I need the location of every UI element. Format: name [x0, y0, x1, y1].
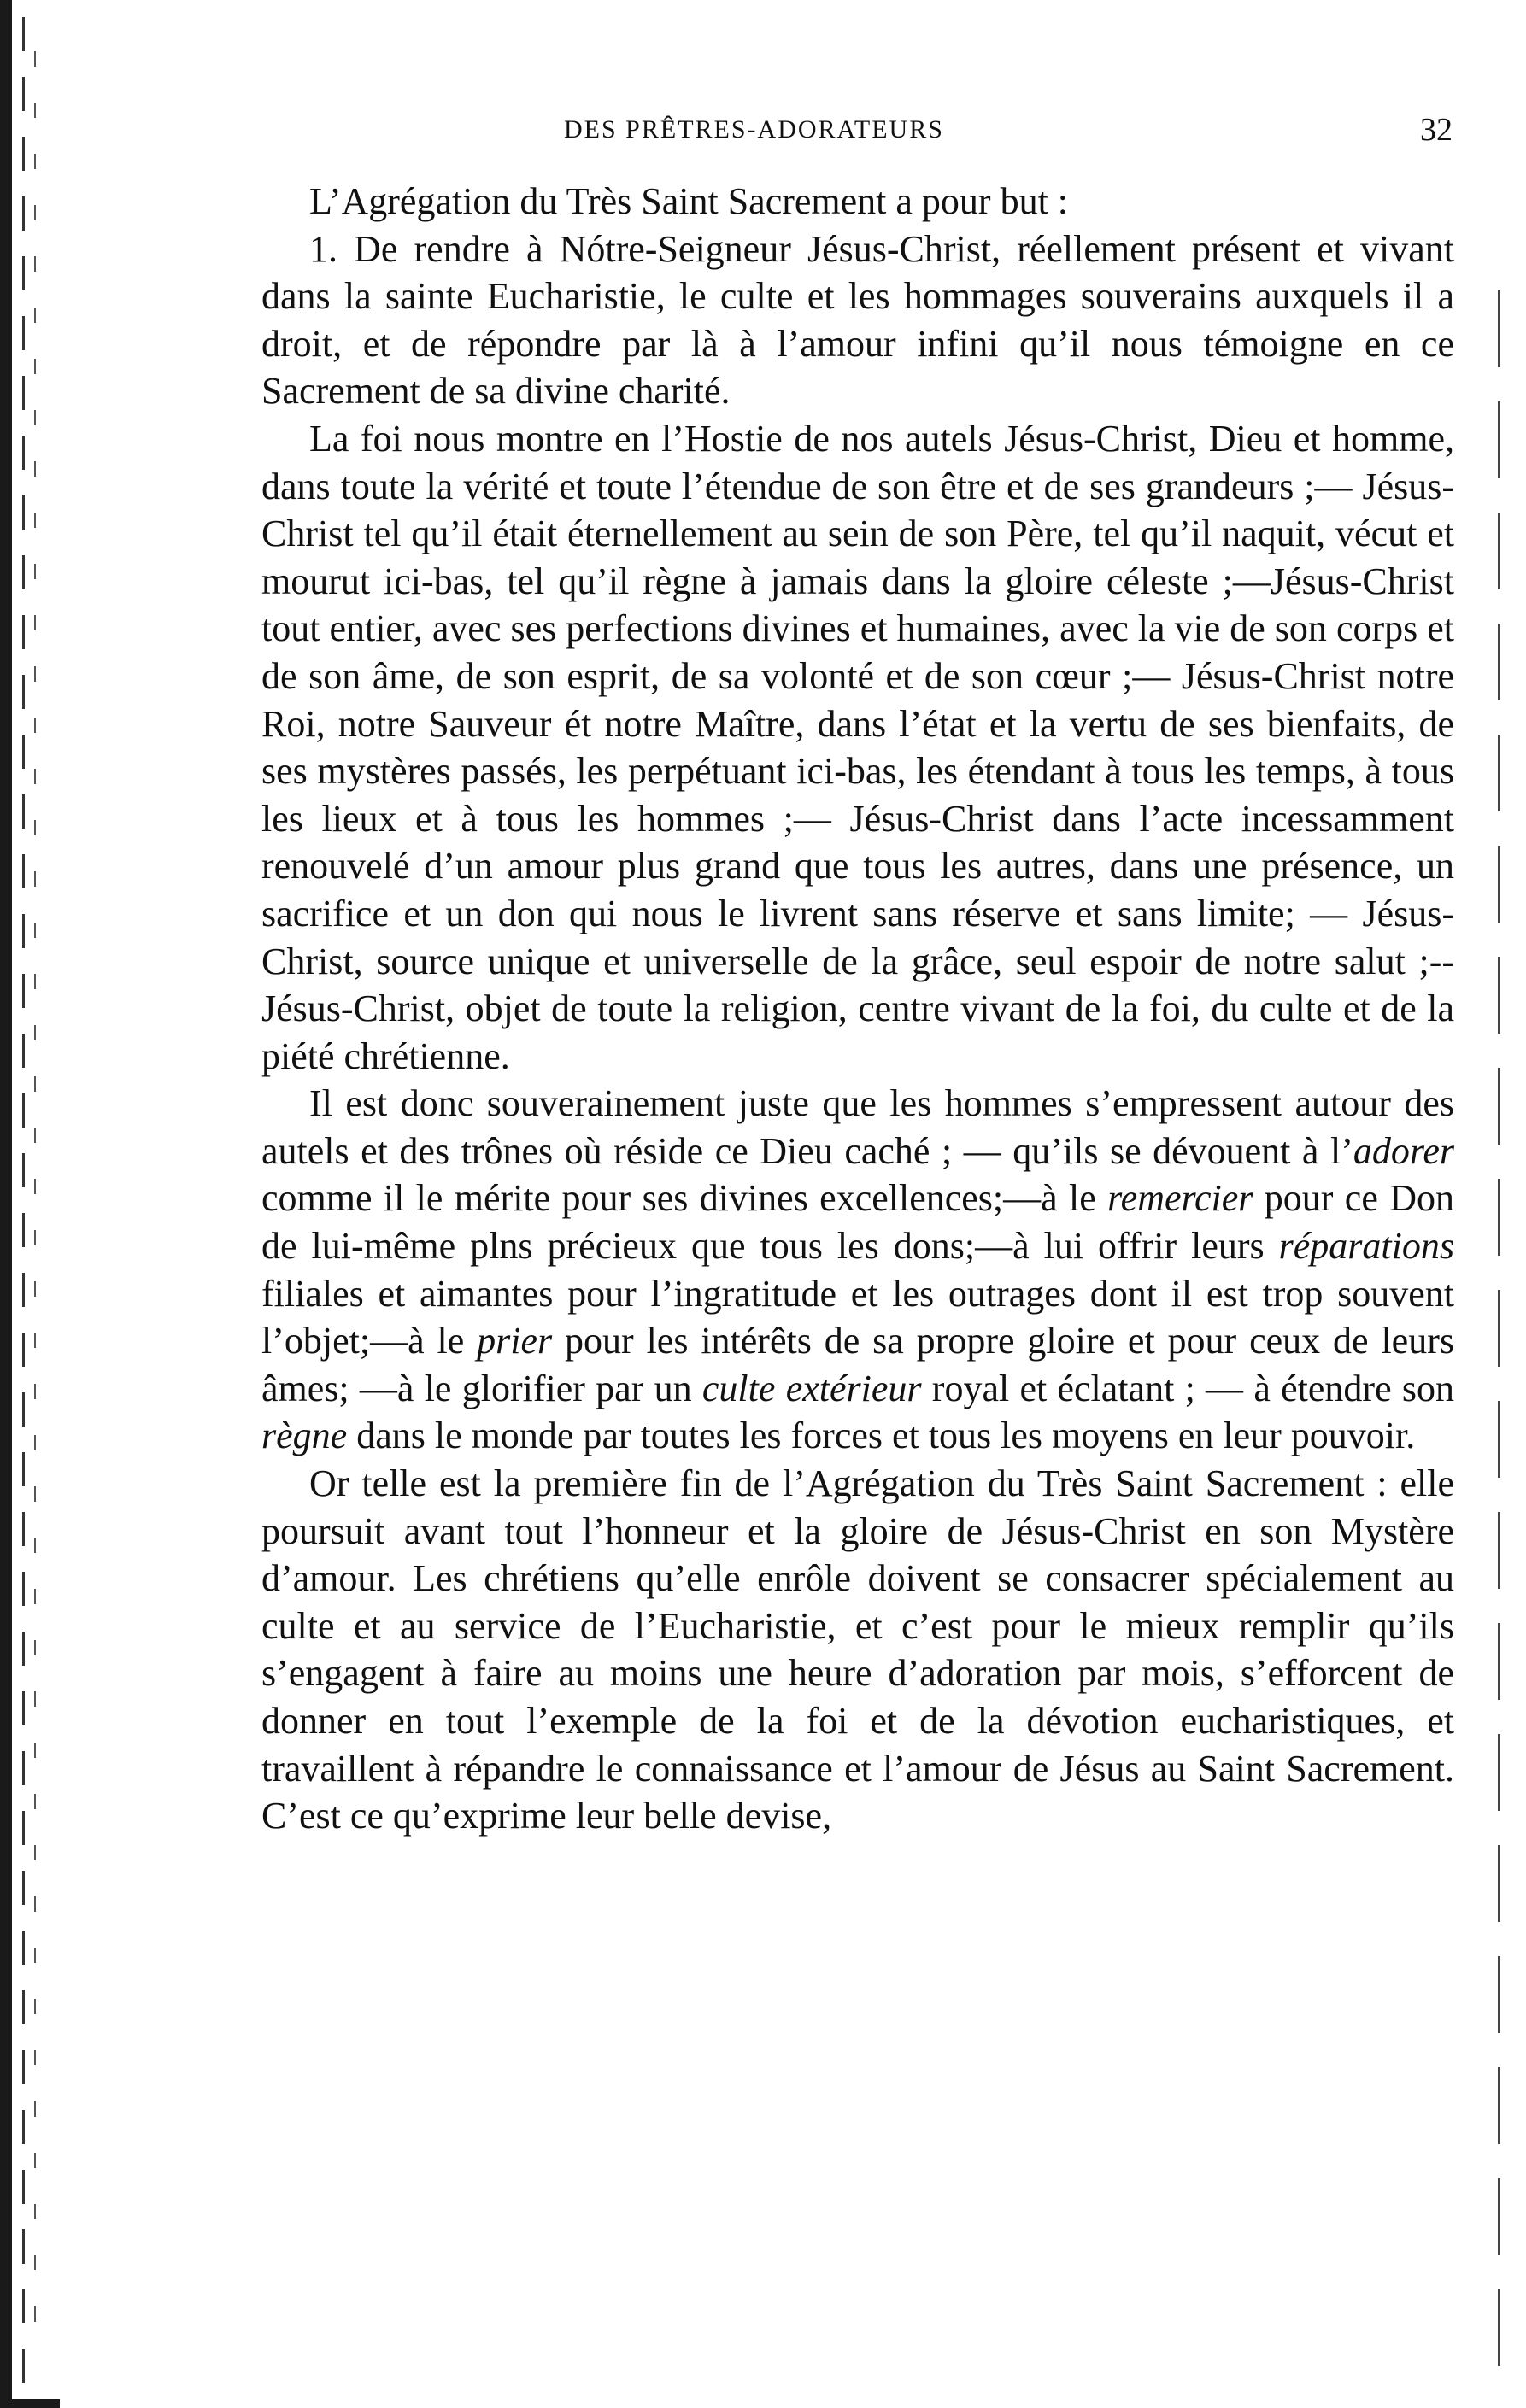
paragraph-duties: [261, 1080, 1454, 1460]
running-head: [256, 113, 1453, 164]
paragraph-duties-text-a: Il est donc souverainement juste que les hommes s’empressent autour des autels et des trônes où réside ce Dieu caché ; — qu’ils se dévouent à l’: [261, 1082, 1454, 1172]
paragraph-point-1: 1. De rendre à Nótre-Seigneur Jésus-Christ, réellement présent et vivant dans la sainte Eucharistie, le culte et les hommages souverains auxquels il a droit, et de répondre par là à l’amour infini qu’il nous témoigne en ce Sacrement de sa divine charité.: [261, 227, 1454, 413]
scan-edge-bottom: [0, 2399, 60, 2408]
emphasis-prier: prier: [477, 1320, 553, 1362]
paragraph-first-end: Or telle est la première fin de l’Agrégation du Très Saint Sacrement : elle poursuit avant tout l’honneur et la gloire de Jésus-Christ en son Mystère d’amour. Les chrétiens qu’elle enrôle doivent se consacrer spécialement au culte et au service de l’Eucharistie, et c’est pour le mieux remplir qu’ils s’engagent à faire au moins une heure d’adoration par mois, s’efforcent de donner en tout l’exemple de la foi et de la dévotion eucharistiques, et travaillent à répandre le connaissance et l’amour de Jésus au Saint Sacrement. C’est ce qu’exprime leur belle devise,: [261, 1462, 1454, 1837]
emphasis-culte-exterieur: culte extérieur: [701, 1367, 922, 1409]
scan-edge-right: [1498, 290, 1500, 2392]
paragraph-faith: La foi nous montre en l’Hostie de nos autels Jésus-Christ, Dieu et homme, dans toute la vérité et toute l’étendue de son être et de ses grandeurs ;— Jésus-Christ tel qu’il était éternellement au sein de son Père, tel qu’il naquit, vécut et mourut ici-bas, tel qu’il règne à jamais dans la gloire céleste ;—Jésus-Christ tout entier, avec ses perfections divines et humaines, avec la vie de son corps et de son âme, de son esprit, de sa volonté et de son cœur ;— Jésus-Christ notre Roi, notre Sauveur ét notre Maître, dans l’état et la vertu de ses bienfaits, de ses mystères passés, les perpétuant ici-bas, les étendant à tous les temps, à tous les lieux et à tous les hommes ;— Jésus-Christ dans l’acte incessamment renouvelé d’un amour plus grand que tous les autres, dans une présence, un sacrifice et un don qui nous le livrent sans réserve et sans limite; — Jésus-Christ, source unique et universelle de la grâce, seul espoir de notre salut ;-- Jésus-Christ, objet de toute la religion, centre vivant de la foi, du culte et de la piété chrétienne.: [261, 417, 1454, 1077]
running-title: DES PRÊTRES-ADORATEURS: [564, 115, 944, 144]
page-number: 32: [1420, 112, 1453, 148]
emphasis-remercier: remercier: [1107, 1177, 1253, 1220]
paragraph-duties-text-f: royal et éclatant ; — à étendre son: [921, 1367, 1455, 1409]
scan-binding-mark-secondary: [34, 51, 36, 2358]
emphasis-adorer: adorer: [1353, 1129, 1454, 1172]
paragraph-duties-text-g: dans le monde par toutes les forces et tous les moyens en leur pouvoir.: [347, 1415, 1416, 1457]
paragraph-duties-text-d: filiales et aimantes pour l’ingratitude et les outrages dont il est trop souvent l’objet;—à le: [261, 1272, 1454, 1362]
paragraph-intro: L’Agrégation du Très Saint Sacrement a pour but :: [309, 180, 1069, 222]
scan-edge-left: [0, 0, 12, 2408]
emphasis-reparations: réparations: [1278, 1225, 1454, 1268]
paragraph-duties-text-c: pour ce Don de lui-même plns précieux que tous les dons;—à lui offrir leurs: [261, 1177, 1454, 1268]
paragraph-duties-text-e: pour les intérêts de sa propre gloire et pour ceux de leurs âmes; —à le glorifier par un: [261, 1320, 1454, 1409]
emphasis-regne: règne: [261, 1415, 348, 1457]
paragraph-duties-text-b: comme il le mérite pour ses divines excellences;—à le: [261, 1177, 1108, 1220]
scan-binding-mark: [22, 17, 25, 2392]
page-body: [261, 178, 1454, 1840]
